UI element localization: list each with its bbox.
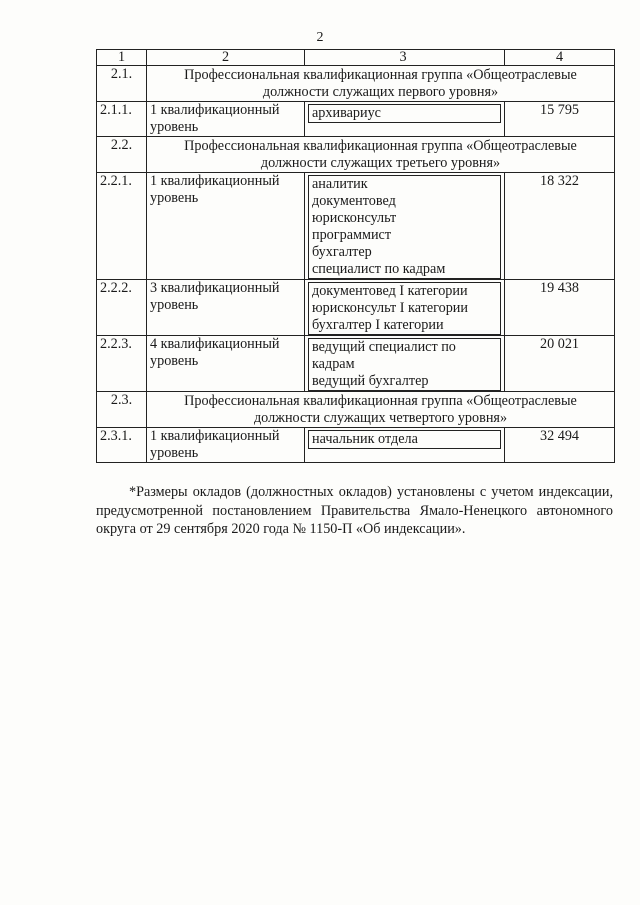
- table-row: [97, 336, 615, 392]
- positions-list: [308, 175, 501, 279]
- row-number: 2.2.1.: [97, 173, 147, 280]
- salary-table-container: [96, 49, 614, 463]
- position-name: архивариус: [312, 105, 381, 121]
- row-number: 2.3.1.: [97, 428, 147, 463]
- column-header-2: 2: [147, 50, 305, 66]
- row-number: 2.1.1.: [97, 102, 147, 137]
- salary-value: 32 494: [505, 428, 615, 463]
- positions-cell: [305, 280, 505, 336]
- positions-cell: [305, 173, 505, 280]
- qualification-level: 3 квалификационный уровень: [147, 280, 305, 336]
- group-row: [97, 137, 615, 173]
- position-name: бухгалтер: [312, 244, 372, 260]
- position-name: начальник отдела: [312, 431, 418, 447]
- salary-value: 20 021: [505, 336, 615, 392]
- column-header-3: 3: [305, 50, 505, 66]
- table-row: [97, 428, 615, 463]
- qualification-level: 1 квалификационный уровень: [147, 428, 305, 463]
- positions-cell: [305, 428, 505, 463]
- position-name: бухгалтер I категории: [312, 317, 444, 333]
- position-name: ведущий специалист по кадрам: [312, 339, 456, 372]
- position-name: документовед I категории: [312, 283, 468, 299]
- table-header-row: [97, 50, 615, 66]
- position-name: документовед: [312, 193, 396, 209]
- group-title: Профессиональная квалификационная группа «Общеотраслевые должности служащих первого уровня»: [147, 66, 615, 102]
- positions-cell: [305, 336, 505, 392]
- position-name: программист: [312, 227, 392, 243]
- row-number: 2.2.2.: [97, 280, 147, 336]
- qualification-level: 1 квалификационный уровень: [147, 173, 305, 280]
- position-name: специалист по кадрам: [312, 261, 446, 277]
- positions-list: [308, 282, 501, 335]
- column-header-1: 1: [97, 50, 147, 66]
- column-header-4: 4: [505, 50, 615, 66]
- table-row: [97, 280, 615, 336]
- position-name: юрисконсульт I категории: [312, 300, 468, 316]
- positions-list: [308, 338, 501, 391]
- salary-value: 19 438: [505, 280, 615, 336]
- group-number: 2.1.: [97, 66, 147, 102]
- table-row: [97, 173, 615, 280]
- position-name: аналитик: [312, 176, 368, 192]
- page-number: 2: [316, 30, 324, 45]
- group-title: Профессиональная квалификационная группа «Общеотраслевые должности служащих третьего уровня»: [147, 137, 615, 173]
- group-title: Профессиональная квалификационная группа «Общеотраслевые должности служащих четвертого уровня»: [147, 392, 615, 428]
- qualification-level: 4 квалификационный уровень: [147, 336, 305, 392]
- row-number: 2.2.3.: [97, 336, 147, 392]
- footnote: *Размеры окладов (должностных окладов) установлены с учетом индексации, предусмотренной постановлением Правительства Ямало-Ненецкого автономного округа от 29 сентября 2020 года № 1150-П «Об индексации».: [96, 484, 613, 537]
- positions-list: [308, 430, 501, 449]
- position-name: ведущий бухгалтер: [312, 373, 429, 389]
- qualification-level: 1 квалификационный уровень: [147, 102, 305, 137]
- salary-value: 15 795: [505, 102, 615, 137]
- table-row: [97, 102, 615, 137]
- salary-value: 18 322: [505, 173, 615, 280]
- group-number: 2.2.: [97, 137, 147, 173]
- positions-cell: [305, 102, 505, 137]
- position-name: юрисконсульт: [312, 210, 397, 226]
- group-row: [97, 392, 615, 428]
- salary-table: [96, 49, 615, 463]
- group-number: 2.3.: [97, 392, 147, 428]
- group-row: [97, 66, 615, 102]
- positions-list: [308, 104, 501, 123]
